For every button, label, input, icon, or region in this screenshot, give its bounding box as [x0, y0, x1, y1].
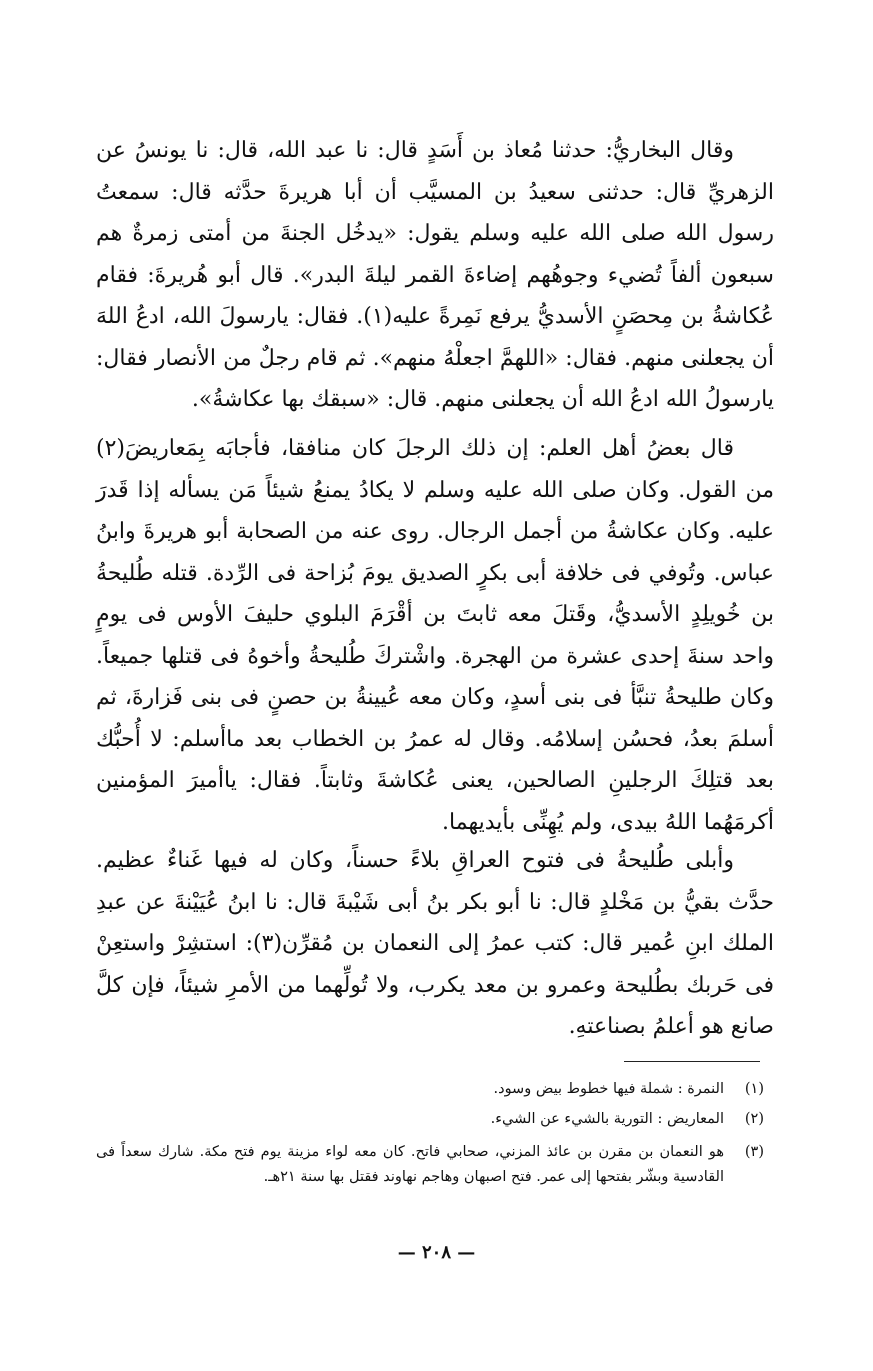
footnote [96, 1107, 764, 1132]
body-paragraph [96, 130, 774, 421]
body-paragraph [96, 428, 774, 843]
paragraph-text: وأبلى طُليحةُ فى فتوح العراقِ بلاءً حسناً، وكان له فيها غَناءٌ عظيم. حدَّث بقيُّ بن مَخْلدٍ قال: نا أبو بكر بنُ أبى شَيْبةَ قال: نا ابنُ عُيَيْنةَ عن عبدِ الملك ابنِ عُمير قال: كتب عمرُ إلى النعمان بن مُقرِّن(٣): استشِرْ واستعِنْ فى حَربك بطُليحة وعمرو بن معد يكرب، ولا تُولِّهما من الأمرِ شيئاً، فإن كلَّ صانع هو أعلمُ بصناعتهِ. [96, 848, 774, 1039]
footnote-text: المعاريض : التورية بالشيء عن الشيء. [490, 1111, 724, 1127]
paragraph-text: وقال البخاريُّ: حدثنا مُعاذ بن أَسَدٍ قال: نا عبد الله، قال: نا يونسُ عن الزهريِّ قال: حدثنى سعيدُ بن المسيَّب أن أبا هريرةَ حدَّثه قال: سمعتُ رسول الله صلى الله عليه وسلم يقول: «يدخُل الجنةَ من أمتى زمرةٌ هم سبعون ألفاً تُضيء وجوهُهم إضاءةَ القمر ليلةَ البدر». قال أبو هُريرةَ: فقام عُكاشةُ بن مِحصَنٍ الأسديُّ يرفع نَمِرةً عليه(١). فقال: يارسولَ الله، ادعُ اللهَ أن يجعلنى منهم. فقال: «اللهمَّ اجعلْهُ منهم». ثم قام رجلٌ من الأنصار فقال: يارسولُ الله ادعُ الله أن يجعلنى منهم. قال: «سبقك بها عكاشةُ». [96, 138, 774, 412]
page-number: — ٢٠٨ — [397, 1242, 476, 1263]
footnote-separator [624, 1061, 760, 1062]
footnote-number: (٣) [744, 1144, 764, 1160]
footnote-text: هو النعمان بن مقرن بن عائذ المزني، صحابي فاتح. كان معه لواء مزينة يوم فتح مكة. شارك سعداً فى القادسية وبشّر بفتحها إلى عمر. فتح اصبهان وهاجم نهاوند فقتل بها سنة ٢١هـ. [96, 1144, 724, 1185]
footnote [96, 1140, 764, 1190]
paragraph-text: قال بعضُ أهل العلم: إن ذلك الرجلَ كان منافقا، فأجابَه بِمَعاريضَ(٢) من القول. وكان صلى الله عليه وسلم لا يكادُ يمنعُ شيئاً مَن يسأله إذا قَدرَ عليه. وكان عكاشةُ من أجمل الرجال. روى عنه من الصحابة أبو هريرةَ وابنُ عباس. وتُوفي فى خلافة أبى بكرٍ الصديق يومَ بُزاحة فى الرِّدة. قتله طُليحةُ بن خُويلِدٍ الأسديُّ، وقَتلَ معه ثابتَ بن أقْرَمَ البلوي حليفَ الأوس فى يومٍ واحد سنةَ إحدى عشرة من الهجرة. واشْتركَ طُليحةُ وأخوهُ فى قتلها جميعاً. وكان طليحةُ تنبَّأ فى بنى أسدٍ، وكان معه عُيينةُ بن حصنٍ فى بنى فَزارةَ، ثم أسلمَ بعدُ، فحسُن إسلامُه. وقال له عمرُ بن الخطاب بعد ماأسلم: لا أُحبُّك بعد قتلِكَ الرجلينِ الصالحين، يعنى عُكاشةَ وثابتاً. فقال: ياأميرَ المؤمنين أكرمَهُما اللهُ بيدى، ولم يُهِنِّى بأيديهما. [96, 436, 774, 835]
footnote [96, 1077, 764, 1102]
body-paragraph [96, 840, 774, 1048]
footnotes [96, 1077, 764, 1195]
footnote-text: النمرة : شملة فيها خطوط بيض وسود. [493, 1081, 724, 1097]
footnote-number: (٢) [744, 1111, 764, 1127]
footnote-number: (١) [744, 1081, 764, 1097]
